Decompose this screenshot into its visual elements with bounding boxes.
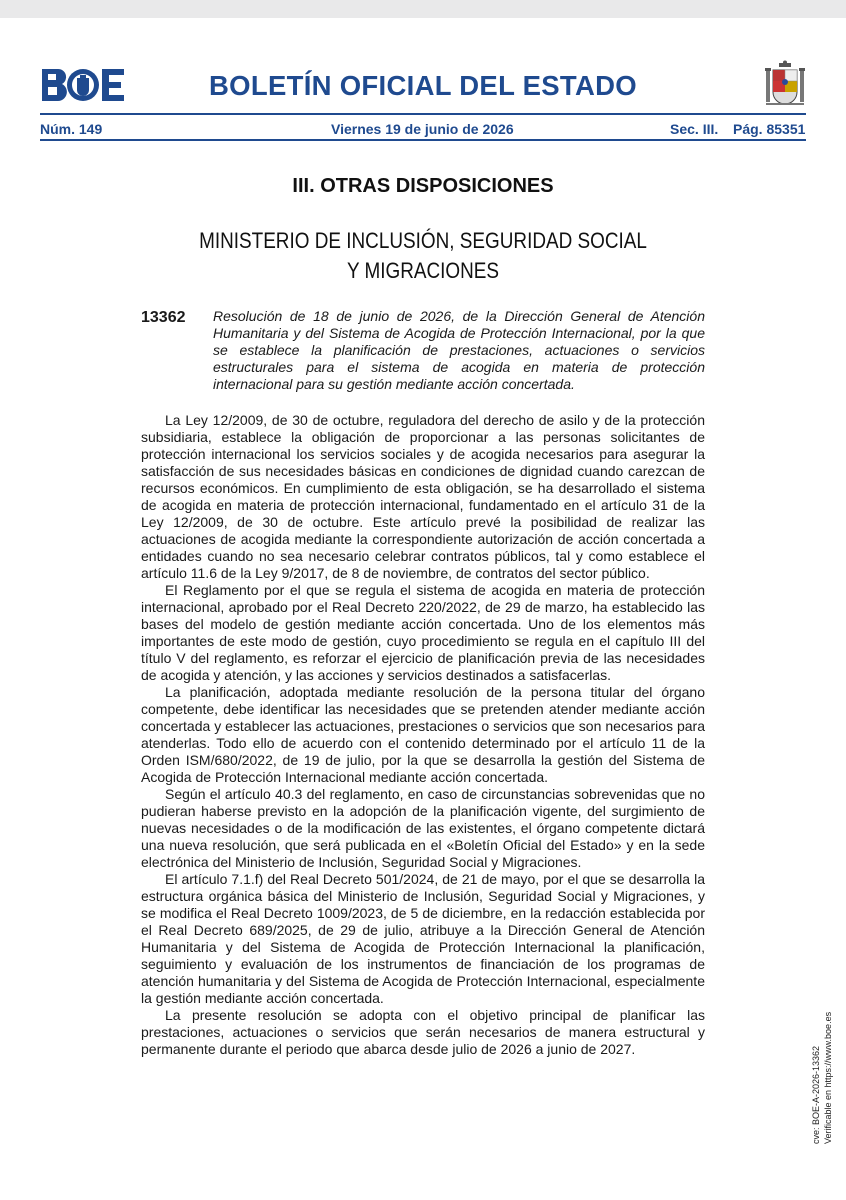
- boe-logo: [40, 67, 126, 103]
- resolution-summary: Resolución de 18 de junio de 2026, de la Dirección General de Atención Humanitaria y del Sistema de Acogida de Protección Internacional, por la que se establece la planificación de prestaciones, actuaciones o servicios estructurales para el sistema de acogida en materia de protección internacional para su gestión mediante acción concertada.: [213, 308, 705, 392]
- paragraph: La planificación, adoptada mediante resolución de la persona titular del órgano competente, debe identificar las necesidades que se pretenden atender mediante acción concertada y establecer las actuaciones, prestaciones o servicios que son necesarios para atenderlas. Todo ello de acuerdo con el contenido determinado por el artículo 11 de la Orden ISM/680/2022, de 19 de julio, por la que se desarrolla la gestión del Sistema de Acogida de Protección Internacional mediante acción concertada.: [141, 684, 705, 785]
- document-page: [0, 18, 846, 1200]
- masthead-title: BOLETÍN OFICIAL DEL ESTADO: [209, 70, 637, 101]
- paragraph: Según el artículo 40.3 del reglamento, en caso de circunstancias sobrevenidas que no pudieran haberse previsto en la adopción de la planificación vigente, del surgimiento de nuevas necesidades o de la modificación de las existentes, el órgano competente dictará una nueva resolución, que será publicada en el «Boletín Oficial del Estado» y en la sede electrónica del Ministerio de Inclusión, Seguridad Social y Migraciones.: [141, 786, 705, 870]
- section-label: Sec. III.: [670, 121, 719, 137]
- paragraph: El Reglamento por el que se regula el sistema de acogida en materia de protección internacional, aprobado por el Real Decreto 220/2022, de 29 de marzo, ha establecido las bases del modelo de gestión mediante acción concertada. Uno de los elementos más importantes de este modo de gestión, cuyo procedimiento se regula en el capítulo III del título V del reglamento, es reforzar el ejercicio de planificación previa de las necesidades de acogida y atención, y las acciones y servicios destinados a satisfacerlas.: [141, 582, 705, 683]
- paragraph: La presente resolución se adopta con el objetivo principal de planificar las prestaciones, actuaciones o servicios que serán necesarios de manera estructural y permanente durante el periodo que abarca desde julio de 2026 a junio de 2027.: [141, 1007, 705, 1057]
- header-rule-top: [40, 113, 806, 115]
- paragraph: La Ley 12/2009, de 30 de octubre, reguladora del derecho de asilo y de la protección subsidiaria, establece la obligación de proporcionar a las personas solicitantes de protección internacional los servicios sociales y de acogida necesarios para asegurar la satisfacción de sus necesidades básicas en condiciones de dignidad cuando carezcan de recursos económicos. En cumplimiento de esta obligación, se ha desarrollado el sistema de acogida en materia de protección internacional, fundamentado en el artículo 31 de la Ley 12/2009, de 30 de octubre. Este artículo prevé la posibilidad de realizar las actuaciones de acogida mediante la correspondiente autorización de acción concertada a entidades cuando no sea necesario celebrar contratos públicos, tal y como establece el artículo 11.6 de la Ley 9/2017, de 8 de noviembre, de contratos del sector público.: [141, 412, 705, 581]
- paragraph: El artículo 7.1.f) del Real Decreto 501/2024, de 21 de mayo, por el que se desarrolla la estructura orgánica básica del Ministerio de Inclusión, Seguridad Social y Migraciones, y se modifica el Real Decreto 1009/2023, de 5 de diciembre, en la redacción establecida por el Real Decreto 689/2025, de 29 de julio, atribuye a la Dirección General de Atención Humanitaria y del Sistema de Acogida de Protección Internacional la planificación, seguimiento y evaluación de los instrumentos de financiación de los programas de atención humanitaria y del Sistema de Acogida de Protección Internacional, especialmente la gestión mediante acción concertada.: [141, 871, 705, 1006]
- header-rule-bottom: [40, 139, 806, 141]
- verification-url[interactable]: Verificable en https://www.boe.es: [823, 1011, 833, 1144]
- coat-of-arms-icon: [762, 60, 808, 110]
- cve-code: cve: BOE-A-2026-13362: [811, 1045, 821, 1144]
- ministry-line-1: MINISTERIO DE INCLUSIÓN, SEGURIDAD SOCIAL: [199, 228, 647, 253]
- verification-stamp: [810, 974, 834, 1144]
- document-body: [141, 412, 705, 1058]
- resolution-number: 13362: [141, 309, 186, 326]
- page-number: Pág. 85351: [733, 121, 806, 137]
- issue-date: Viernes 19 de junio de 2026: [331, 121, 514, 137]
- ministry-heading: [162, 226, 683, 286]
- issue-number: Núm. 149: [40, 121, 103, 137]
- section-title: III. OTRAS DISPOSICIONES: [292, 175, 554, 197]
- ministry-line-2: Y MIGRACIONES: [346, 258, 500, 283]
